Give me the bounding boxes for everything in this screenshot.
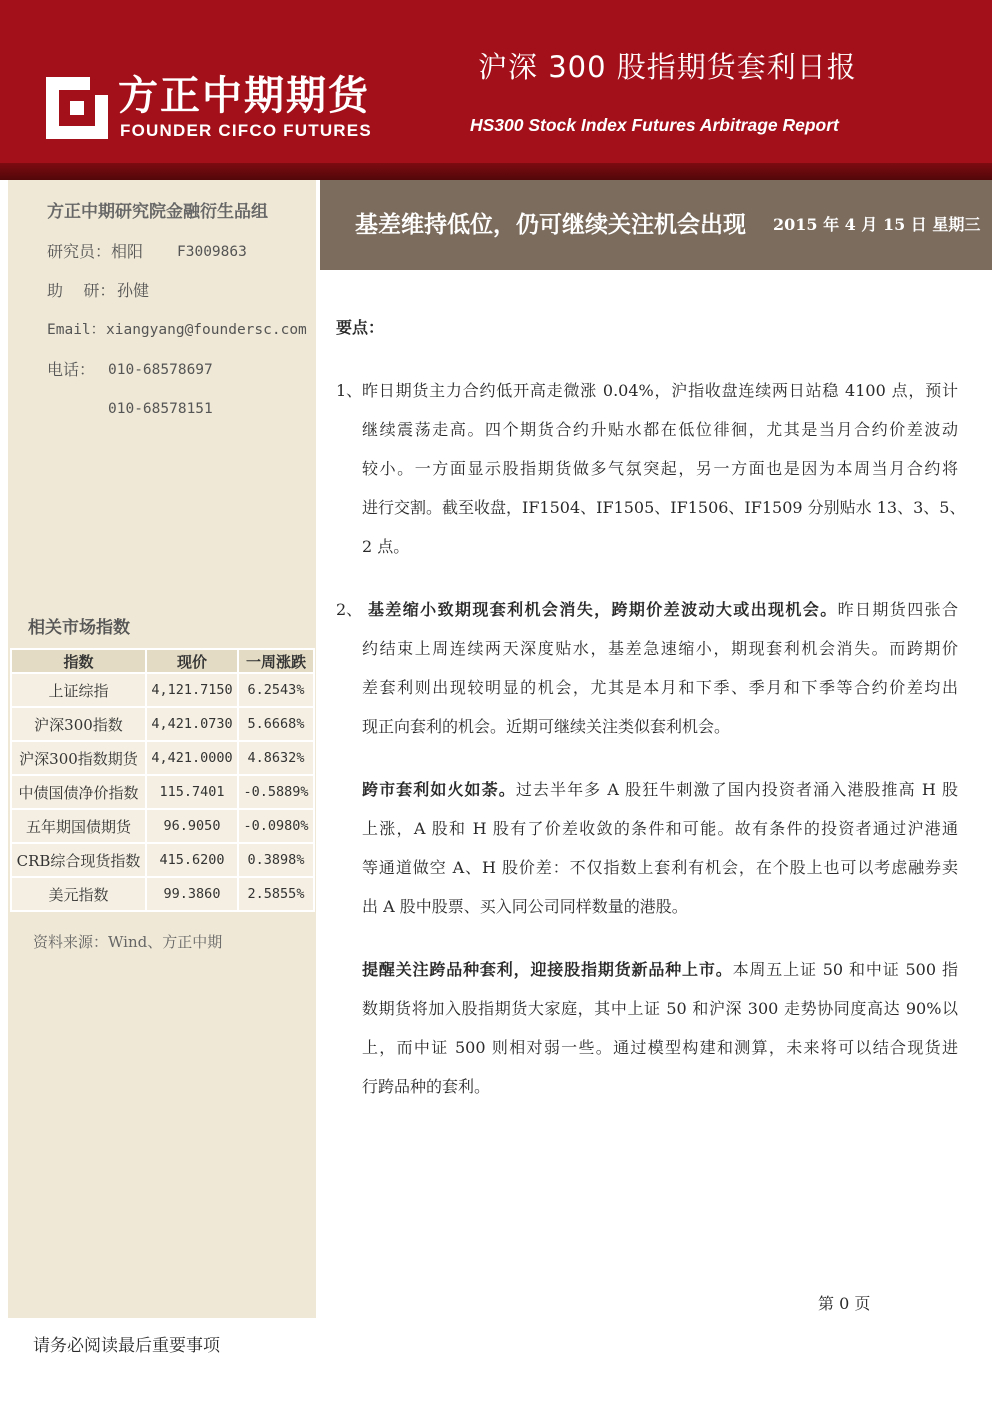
report-date: 2015 年 4 月 15 日 星期三 — [773, 215, 981, 234]
researcher-name: 相阳 — [111, 242, 144, 261]
report-title-cn: 沪深 300 股指期货套利日报 — [478, 50, 857, 84]
founder-logo-icon — [46, 77, 108, 139]
paragraph-lead: 提醒关注跨品种套利，迎接股指期货新品种上市。 — [362, 960, 733, 979]
email-address[interactable]: xiangyang@foundersc.com — [106, 322, 307, 338]
paragraph-lead: 基差缩小致期现套利机会消失，跨期价差波动大或出现机会。 — [368, 600, 838, 619]
paragraph-line: 等通道做空 A、H 股价差：不仅指数上套利有机会，在个股上也可以考虑融券卖 — [362, 858, 958, 877]
paragraph-line: 2 点。 — [362, 537, 410, 556]
table-row — [11, 809, 314, 843]
paragraph-line-text: 本周五上证 50 和中证 500 指 — [732, 960, 958, 979]
index-price: 115.7401 — [146, 775, 238, 809]
paragraph-number: 2、 — [336, 600, 363, 619]
paragraph — [362, 950, 958, 1106]
column-header-weekly-change: 一周涨跌 — [238, 649, 314, 673]
paragraph-line-text: 昨日期货四张合 — [837, 600, 958, 619]
paragraph-line: 数期货将加入股指期货大家庭，其中上证 50 和沪深 300 走势协同度高达 90%以 — [362, 999, 958, 1018]
header-banner-strip — [0, 163, 992, 180]
paragraph-line: 现正向套利的机会。近期可继续关注类似套利机会。 — [362, 717, 731, 736]
disclaimer-notice: 请务必阅读最后重要事项 — [33, 1336, 220, 1356]
phone-label: 电话： — [47, 360, 96, 379]
paragraph-line: 上，而中证 500 则相对弱一些。通过模型构建和测算，未来将可以结合现货进 — [362, 1038, 958, 1057]
index-weekly-change: -0.5889% — [238, 775, 314, 809]
table-row — [11, 877, 314, 911]
table-row — [11, 707, 314, 741]
index-weekly-change: 2.5855% — [238, 877, 314, 911]
table-row — [11, 741, 314, 775]
paragraph-line: 差套利则出现较明显的机会，尤其是本月和下季、季月和下季等合约价差均出 — [362, 678, 958, 697]
paragraph-line — [362, 950, 958, 989]
table-header-row — [11, 649, 314, 673]
column-header-price: 现价 — [146, 649, 238, 673]
index-name: CRB综合现货指数 — [11, 843, 146, 877]
researcher-label: 研究员： — [47, 242, 112, 261]
index-weekly-change: -0.0980% — [238, 809, 314, 843]
paragraph-number: 1、 — [336, 381, 363, 400]
index-name: 美元指数 — [11, 877, 146, 911]
phone-number: 010-68578151 — [108, 401, 213, 417]
index-price: 4,421.0730 — [146, 707, 238, 741]
index-weekly-change: 4.8632% — [238, 741, 314, 775]
assistant-label: 助 研： — [47, 281, 116, 300]
paragraph-lead: 跨市套利如火如荼。 — [362, 780, 516, 799]
index-price: 4,121.7150 — [146, 673, 238, 707]
market-index-title: 相关市场指数 — [28, 618, 130, 638]
paragraph — [362, 590, 958, 746]
paragraph-line: 行跨品种的套利。 — [362, 1077, 491, 1096]
paragraph-line: 约结束上周连续两天深度贴水，基差急速缩小，期现套利机会消失。而跨期价 — [362, 639, 958, 658]
paragraph-line: 昨日期货主力合约低开高走微涨 0.04%，沪指收盘连续两日站稳 4100 点，预计 — [362, 381, 958, 400]
index-price: 4,421.0000 — [146, 741, 238, 775]
table-row — [11, 673, 314, 707]
table-row — [11, 843, 314, 877]
paragraph — [362, 770, 958, 926]
table-row — [11, 775, 314, 809]
report-title-en: HS300 Stock Index Futures Arbitrage Report — [470, 115, 839, 135]
phone-number: 010-68578697 — [108, 362, 213, 378]
paragraph-line — [362, 590, 958, 629]
paragraph-line — [362, 770, 958, 809]
key-points-label: 要点： — [336, 318, 385, 337]
index-price: 96.9050 — [146, 809, 238, 843]
logo-text-en: FOUNDER CIFCO FUTURES — [120, 121, 372, 140]
researcher-id: F3009863 — [177, 244, 247, 260]
index-weekly-change: 0.3898% — [238, 843, 314, 877]
index-price: 415.6200 — [146, 843, 238, 877]
paragraph-line: 较小。一方面显示股指期货做多气氛突起，另一方面也是因为本周当月合约将 — [362, 459, 958, 478]
email-label: Email： — [47, 322, 106, 338]
paragraph-line: 继续震荡走高。四个期货合约升贴水都在低位徘徊，尤其是当月合约价差波动 — [362, 420, 958, 439]
research-team: 方正中期研究院金融衍生品组 — [47, 202, 268, 222]
paragraph-line: 进行交割。截至收盘，IF1504、IF1505、IF1506、IF1509 分别贴水 13、3、5、 — [362, 498, 966, 517]
logo-text-cn: 方正中期期货 — [118, 73, 370, 119]
paragraph — [362, 371, 966, 566]
index-price: 99.3860 — [146, 877, 238, 911]
page-number: 第 0 页 — [818, 1294, 871, 1313]
paragraph-line: 出 A 股中股票、买入同公司同样数量的港股。 — [362, 897, 688, 916]
index-name: 上证综指 — [11, 673, 146, 707]
assistant-name: 孙健 — [117, 281, 150, 300]
index-name: 五年期国债期货 — [11, 809, 146, 843]
paragraph-line: 上涨，A 股和 H 股有了价差收敛的条件和可能。故有条件的投资者通过沪港通 — [362, 819, 958, 838]
index-weekly-change: 5.6668% — [238, 707, 314, 741]
headline: 基差维持低位，仍可继续关注机会出现 — [355, 211, 746, 238]
paragraph-line-text: 过去半年多 A 股狂牛刺激了国内投资者涌入港股推高 H 股 — [515, 780, 958, 799]
column-header-index: 指数 — [11, 649, 146, 673]
data-source-note: 资料来源：Wind、方正中期 — [33, 933, 223, 951]
index-name: 中债国债净价指数 — [11, 775, 146, 809]
market-index-table — [10, 648, 315, 912]
index-name: 沪深300指数期货 — [11, 741, 146, 775]
index-name: 沪深300指数 — [11, 707, 146, 741]
index-weekly-change: 6.2543% — [238, 673, 314, 707]
